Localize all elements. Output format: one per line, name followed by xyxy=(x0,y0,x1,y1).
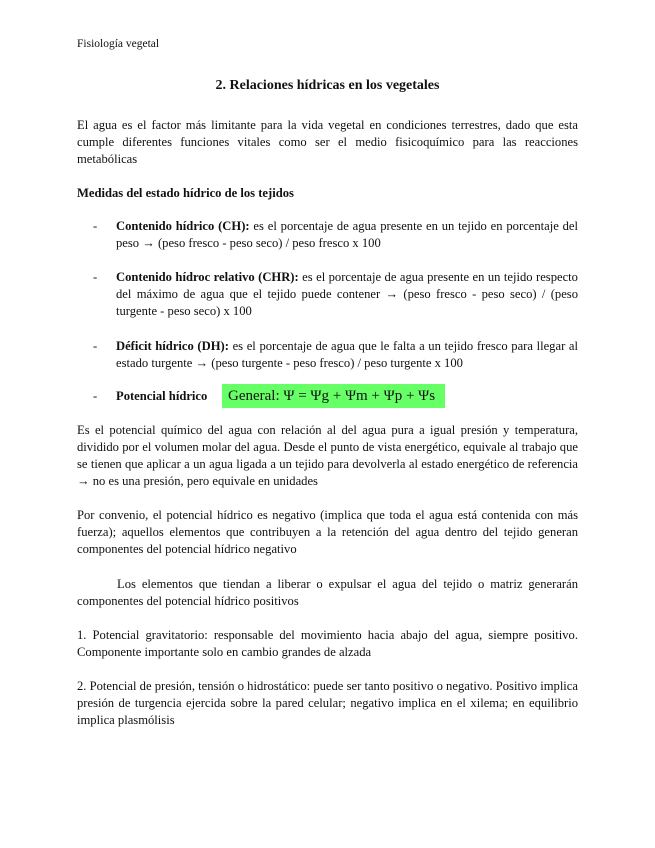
item-term: Déficit hídrico (DH): xyxy=(116,339,229,353)
item-term: Contenido hídrico (CH): xyxy=(116,219,250,233)
item-text: es el porcentaje de agua presente en un tejido en porcentaje del peso → (peso fresco - peso seco) / peso fresco x 100 xyxy=(116,219,579,250)
section-title: 2. Relaciones hídricas en los vegetales xyxy=(215,78,440,93)
paragraph-gravitational: 1. Potencial gravitatorio: responsable del movimiento hacia abajo del agua, siempre positivo. Componente importante solo en cambio grandes de alzada xyxy=(77,628,578,659)
item-term: Potencial hídrico xyxy=(116,389,208,403)
list-item-ch xyxy=(116,218,578,252)
paragraph-positive-components: Los elementos que tiendan a liberar o expulsar el agua del tejido o matriz generarán componentes del potencial hídrico positivos xyxy=(77,577,578,608)
bullet-marker: - xyxy=(93,219,98,233)
item-term: Contenido hídroc relativo (CHR): xyxy=(116,270,299,284)
bullet-marker: - xyxy=(93,339,98,353)
running-header: Fisiología vegetal xyxy=(77,38,160,50)
paragraph-definition: Es el potencial químico del agua con relación al del agua pura a igual presión y temperatura, dividido por el volumen molar del agua. Desde el punto de vista energético, equivale al trabajo que se tienen que aplicar a un agua ligada a un tejido para devolverla al estado energético de referencia → no es una presión, pero equivale en unidades xyxy=(77,423,578,488)
list-item-potencial xyxy=(116,388,216,405)
paragraph-convention: Por convenio, el potencial hídrico es negativo (implica que toda el agua está contenida con más fuerza); aquellos elementos que contribuyen a la retención del agua dentro del tejido generan componentes del potencial hídrico negativo xyxy=(77,508,578,556)
formula-box xyxy=(222,384,445,408)
intro-paragraph: El agua es el factor más limitante para la vida vegetal en condiciones terrestres, dado que esta cumple diferentes funciones vitales como ser el medio fisicoquímico para las reacciones metabólicas xyxy=(77,118,578,166)
list-item-chr xyxy=(116,269,578,320)
item-text: es el porcentaje de agua presente en un tejido respecto del máximo de agua que el tejido puede contener → (peso fresco - peso seco) / (peso turgente - peso seco) x 100 xyxy=(116,270,578,318)
formula-text: General: Ψ = Ψg + Ψm + Ψp + Ψs xyxy=(228,388,436,404)
list-item-dh xyxy=(116,338,578,372)
item-text: es el porcentaje de agua que le falta a un tejido fresco para llegar al estado turgente → (peso turgente - peso fresco) / peso turgente x 100 xyxy=(116,339,578,370)
bullet-marker: - xyxy=(93,389,98,403)
paragraph-pressure: 2. Potencial de presión, tensión o hidrostático: puede ser tanto positivo o negativo. Positivo implica presión de turgencia ejercida sobre la pared celular; negativo implica en el xilema; en equilibrio implica plasmólisis xyxy=(77,679,578,727)
bullet-marker: - xyxy=(93,270,98,284)
subsection-heading: Medidas del estado hídrico de los tejidos xyxy=(77,186,294,200)
